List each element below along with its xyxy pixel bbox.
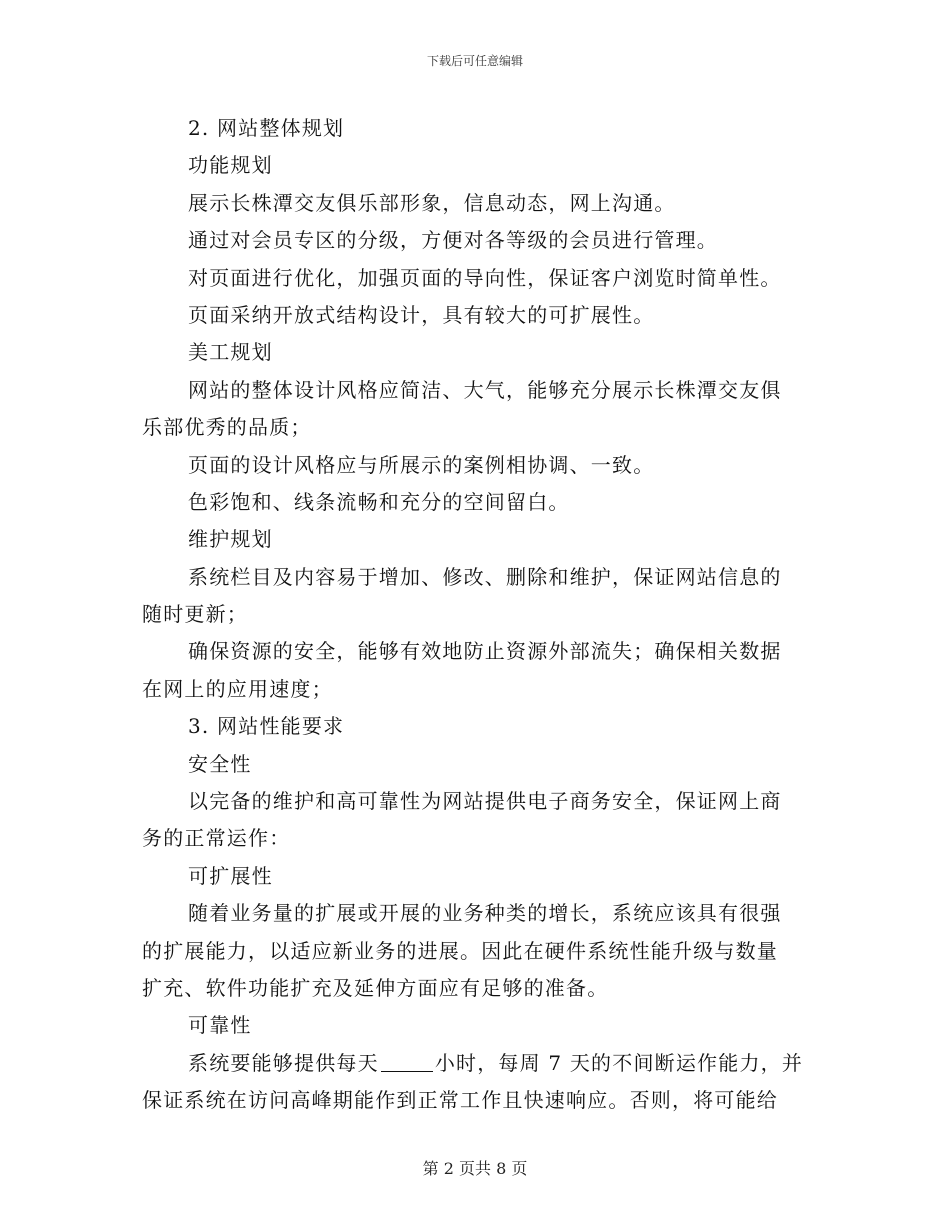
text-line: 扩充、软件功能扩充及延伸方面应有足够的准备。: [142, 975, 609, 1000]
text-before-blank: 系统要能够提供每天: [188, 1050, 379, 1075]
text-line: 2. 网站整体规划: [188, 116, 345, 140]
text-line: 务的正常运作：: [142, 826, 291, 851]
text-line: 展示长株潭交友俱乐部形象，信息动态，网上沟通。: [188, 190, 676, 215]
text-line: 页面采纳开放式结构设计，具有较大的可扩展性。: [188, 302, 655, 327]
text-line: 对页面进行优化，加强页面的导向性，保证客户浏览时简单性。: [188, 265, 782, 290]
text-line: 可靠性: [188, 1013, 252, 1038]
text-line: 可扩展性: [188, 863, 273, 888]
fill-in-blank: [381, 1051, 433, 1072]
text-line-with-blank: [142, 1045, 804, 1082]
text-line: 乐部优秀的品质；: [142, 415, 312, 440]
text-line: 以完备的维护和高可靠性为网站提供电子商务安全，保证网上商: [188, 789, 782, 814]
text-line: 随着业务量的扩展或开展的业务种类的增长，系统应该具有很强: [188, 901, 782, 926]
text-line: 确保资源的安全，能够有效地防止资源外部流失；确保相关数据: [188, 639, 782, 664]
text-line: 保证系统在访问高峰期能作到正常工作且快速响应。否则，将可能给: [142, 1088, 778, 1113]
text-line: 功能规划: [188, 153, 273, 178]
document-body: [142, 110, 804, 1120]
text-line: 安全性: [188, 751, 252, 776]
text-line: 通过对会员专区的分级，方便对各等级的会员进行管理。: [188, 228, 718, 253]
page-footer: 第 2 页共 8 页: [422, 1159, 528, 1178]
text-line: 系统栏目及内容易于增加、修改、删除和维护，保证网站信息的: [188, 564, 782, 589]
text-after-blank: 小时，每周 7 天的不间断运作能力，并: [434, 1050, 804, 1075]
text-line: 网站的整体设计风格应简洁、大气，能够充分展示长株潭交友俱: [188, 377, 782, 402]
page-header: 下载后可任意编辑: [426, 54, 523, 68]
text-line: 维护规划: [188, 527, 273, 552]
text-line: 3. 网站性能要求: [188, 714, 345, 739]
paragraph-lines: [142, 110, 796, 1045]
text-line: 页面的设计风格应与所展示的案例相协调、一致。: [188, 452, 655, 477]
text-line: 在网上的应用速度；: [142, 676, 333, 701]
text-line: 美工规划: [188, 340, 273, 365]
text-line: 随时更新；: [142, 602, 248, 627]
text-line: 的扩展能力，以适应新业务的进展。因此在硬件系统性能升级与数量: [142, 938, 778, 963]
text-line: 色彩饱和、线条流畅和充分的空间留白。: [188, 489, 570, 514]
